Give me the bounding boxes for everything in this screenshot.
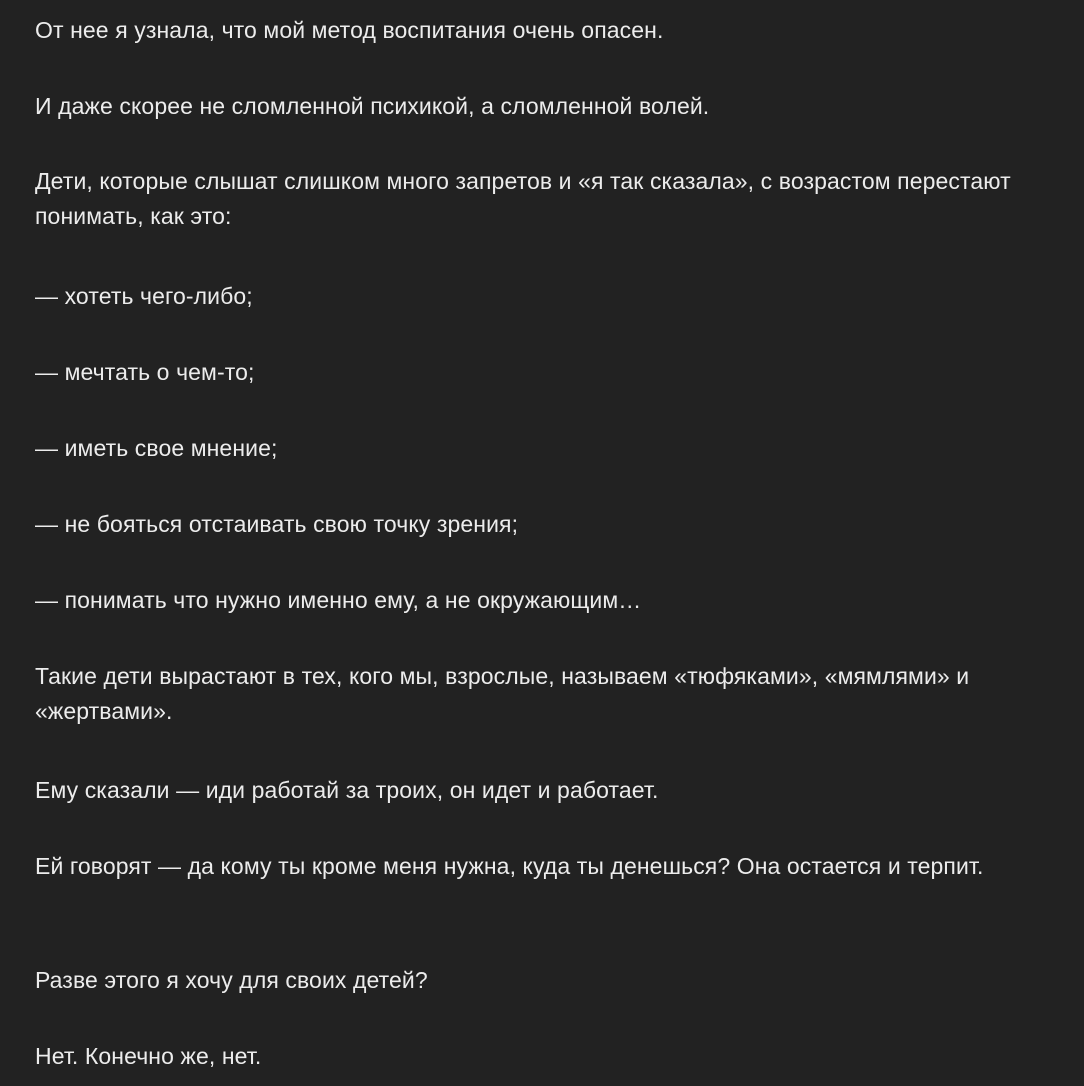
paragraph-answer: Нет. Конечно же, нет.	[35, 1043, 262, 1069]
paragraph-grow-up: Такие дети вырастают в тех, кого мы, взрослые, называем «тюфяками», «мямлями» и «жертвами».	[35, 663, 970, 724]
list-item-dream: — мечтать о чем-то;	[35, 359, 255, 385]
paragraph-she-stays: Ей говорят — да кому ты кроме меня нужна, куда ты денешься? Она остается и терпит.	[35, 853, 984, 879]
paragraph-broken-will: И даже скорее не сломленной психикой, а сломленной волей.	[35, 93, 710, 119]
paragraph-children-stop: Дети, которые слышат слишком много запретов и «я так сказала», с возрастом перестают понимать, как это:	[35, 168, 1011, 229]
list-item-understand: — понимать что нужно именно ему, а не окружающим…	[35, 587, 642, 613]
paragraph-method-danger: От нее я узнала, что мой метод воспитания очень опасен.	[35, 17, 664, 43]
list-item-opinion: — иметь свое мнение;	[35, 435, 278, 461]
list-item-defend: — не бояться отстаивать свою точку зрения;	[35, 511, 519, 537]
paragraph-he-works: Ему сказали — иди работай за троих, он идет и работает.	[35, 777, 659, 803]
list-item-want: — хотеть чего-либо;	[35, 283, 253, 309]
paragraph-question: Разве этого я хочу для своих детей?	[35, 967, 428, 993]
